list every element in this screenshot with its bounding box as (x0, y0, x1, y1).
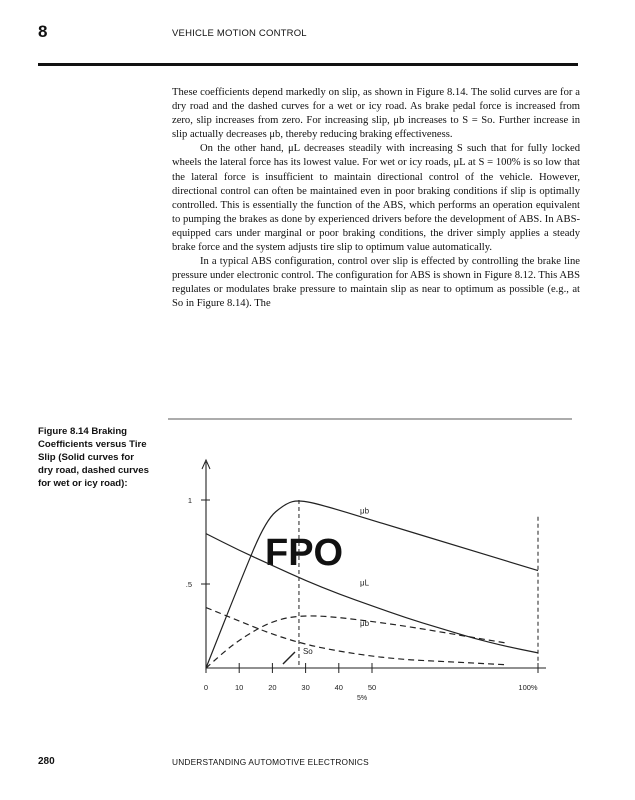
x-tick-label: 100% (518, 683, 538, 692)
x-tick-label: 30 (301, 683, 310, 692)
x-tick-label: 20 (268, 683, 277, 692)
paragraph: On the other hand, μL decreases steadily with increasing S such that for fully locked wheels the lateral force has its lowest value. For wet or icy roads, μL at S = 100% is so low that the lateral force is insufficient to maintain directional control of the vehicle. However, directional control can often be maintained even in poor braking conditions if slip is optimally controlled. This is essentially the function of the ABS, which performs an operation equivalent to pumping the brakes as done by experienced drivers before the development of ABS. In ABS-equipped cars under marginal or poor braking conditions, the driver simply applies a steady brake force and the system adjusts tire slip to optimum value automatically. (172, 143, 580, 254)
paragraph: These coefficients depend markedly on slip, as shown in Figure 8.14. The solid curves are for a dry road and the dashed curves for a wet or icy road. As brake pedal force is increased from zero, slip increases from zero. For increasing slip, μb increases to S = So. Further increase in slip actually decreases μb, thereby reducing braking effectiveness. (172, 87, 580, 141)
curve-label: μL (360, 578, 370, 588)
paragraph: In a typical ABS configuration, control over slip is effected by controlling the brake line pressure under electronic control. The configuration for ABS is shown in Figure 8.12. This ABS regulates or modulates brake pressure to maintain slip as near to optimum as possible (e.g., at So in Figure 8.14). The (172, 256, 580, 310)
curve-label: μb (360, 506, 370, 516)
mu-b-curve-dry (206, 501, 538, 668)
header-rule (38, 63, 578, 66)
mu-l-curve-wet (206, 608, 505, 665)
braking-coefficient-chart (160, 417, 580, 717)
mu-l-curve-dry (206, 534, 538, 653)
x-tick-label: 0 (203, 683, 209, 692)
x-tick-label: 40 (334, 683, 343, 692)
optimum-slip-label: So (302, 647, 313, 656)
curve-label: μb (360, 619, 370, 628)
optimum-slip-arrow (283, 652, 295, 664)
figure-caption: Figure 8.14 Braking Coefficients versus Tire Slip (Solid curves for dry road, dashed curves for wet or icy road): (38, 426, 149, 489)
y-tick-label: 1 (187, 496, 192, 505)
chapter-title: VEHICLE MOTION CONTROL (172, 28, 307, 39)
x-tick-label: 50 (367, 683, 377, 692)
x-unit-label: 5% (356, 695, 368, 702)
x-tick-label: 10 (235, 683, 244, 692)
mu-b-curve-wet (206, 616, 505, 668)
figure-8-14 (160, 417, 580, 722)
y-tick-label: .5 (185, 580, 192, 589)
page-number: 280 (38, 756, 55, 767)
body-text (172, 86, 580, 312)
book-title: UNDERSTANDING AUTOMOTIVE ELECTRONICS (172, 757, 369, 767)
fpo-placeholder: FPO (265, 532, 344, 574)
chapter-number: 8 (38, 22, 48, 41)
